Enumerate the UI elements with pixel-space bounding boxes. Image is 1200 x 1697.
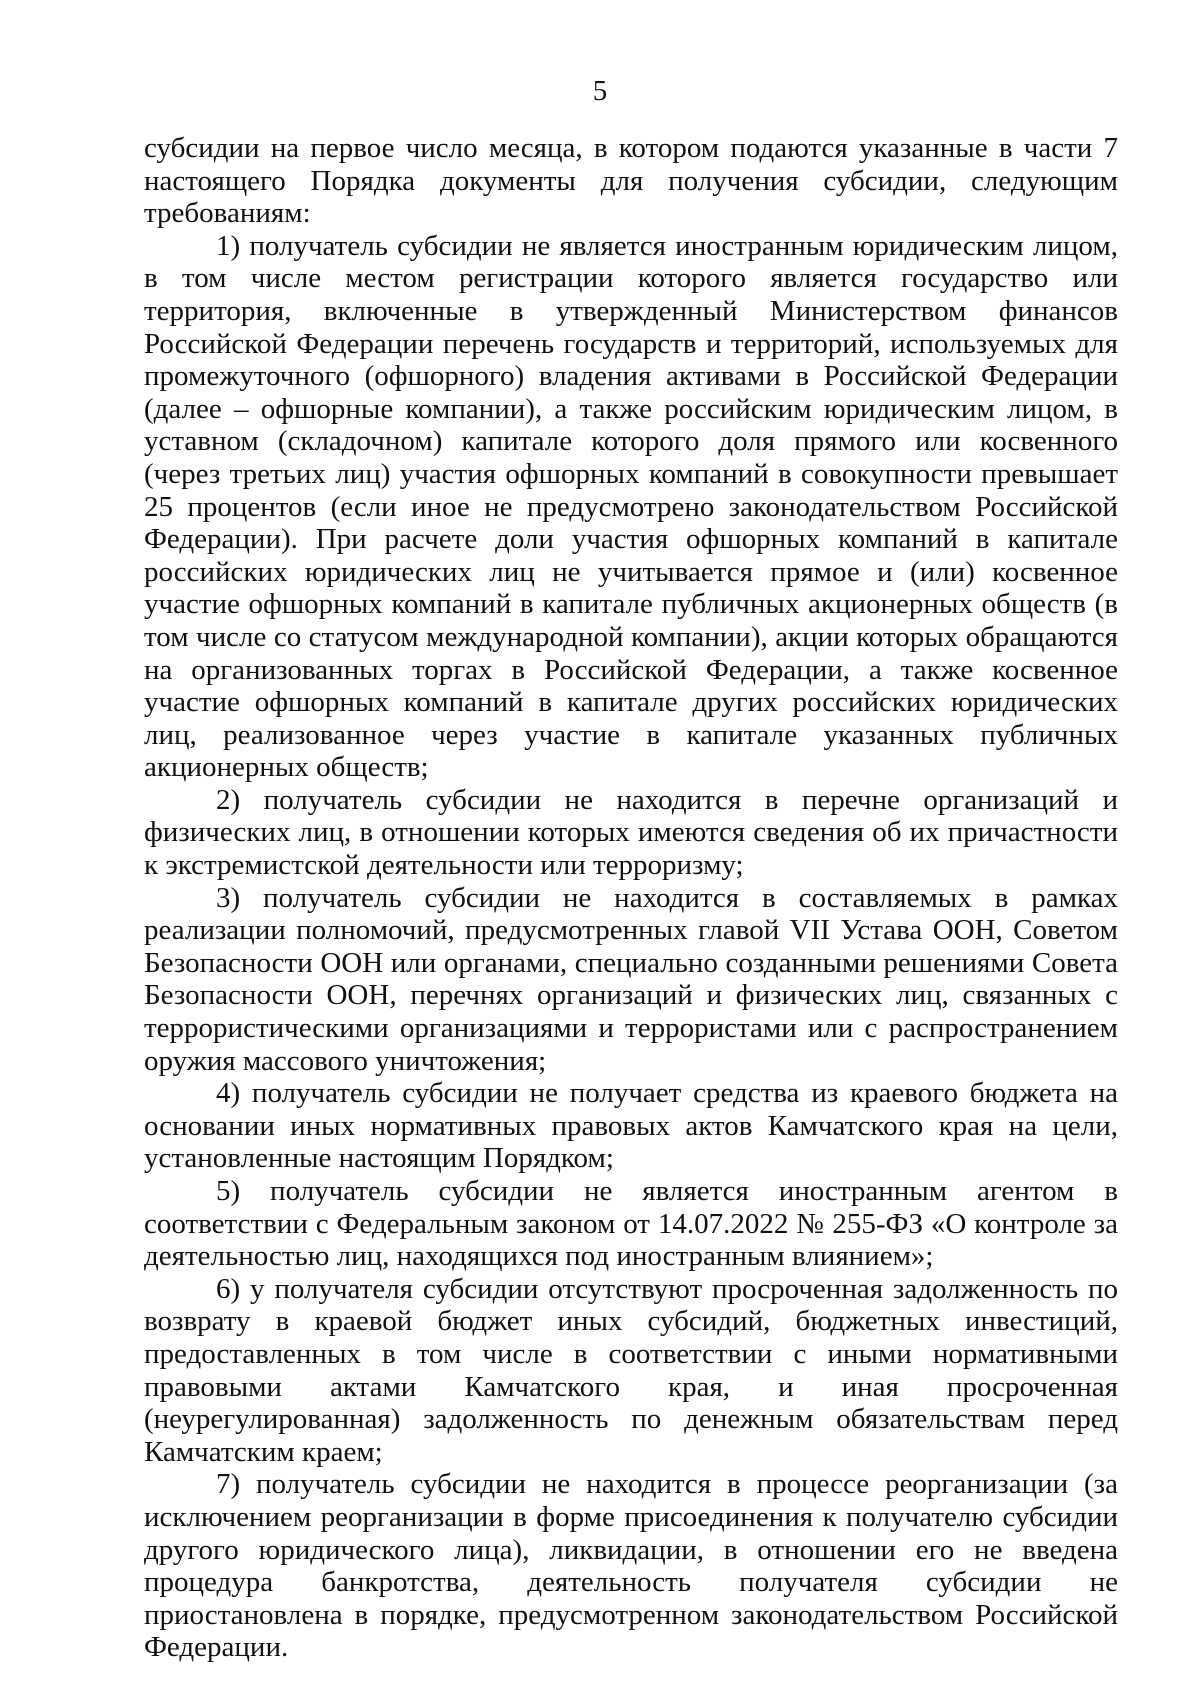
paragraph-intro-continuation: субсидии на первое число месяца, в котором подаются указанные в части 7 настоящего Порядка документы для получения субсидии, следующим требованиям:: [144, 132, 1118, 230]
paragraph-requirement-3: 3) получатель субсидии не находится в составляемых в рамках реализации полномочий, предусмотренных главой VII Устава ООН, Советом Безопасности ООН или органами, специально созданными решениями Совета Безопасности ООН, перечнях организаций и физических лиц, связанных с террористическими организациями и террористами или с распространением оружия массового уничтожения;: [144, 881, 1118, 1077]
paragraph-requirement-7: 7) получатель субсидии не находится в процессе реорганизации (за исключением реорганизации в форме присоединения к получателю субсидии другого юридического лица), ликвидации, в отношении его не введена процедура банкротства, деятельность получателя субсидии не приостановлена в порядке, предусмотренном законодательством Российской Федерации.: [144, 1468, 1118, 1664]
paragraph-requirement-4: 4) получатель субсидии не получает средства из краевого бюджета на основании иных нормативных правовых актов Камчатского края на цели, установленные настоящим Порядком;: [144, 1077, 1118, 1175]
paragraph-requirement-5: 5) получатель субсидии не является иностранным агентом в соответствии с Федеральным законом от 14.07.2022 № 255-ФЗ «О контроле за деятельностью лиц, находящихся под иностранным влиянием»;: [144, 1175, 1118, 1273]
paragraph-requirement-2: 2) получатель субсидии не находится в перечне организаций и физических лиц, в отношении которых имеются сведения об их причастности к экстремистской деятельности или терроризму;: [144, 783, 1118, 882]
document-body: [144, 132, 1118, 1664]
paragraph-requirement-1: 1) получатель субсидии не является иностранным юридическим лицом, в том числе местом регистрации которого является государство или территория, включенные в утвержденный Министерством финансов Российской Федерации перечень государств и территорий, используемых для промежуточного (офшорного) владения активами в Российской Федерации (далее – офшорные компании), а также российским юридическим лицом, в уставном (складочном) капитале которого доля прямого или косвенного (через третьих лиц) участия офшорных компаний в совокупности превышает 25 процентов (если иное не предусмотрено законодательством Российской Федерации). При расчете доли участия офшорных компаний в капитале российских юридических лиц не учитывается прямое и (или) косвенное участие офшорных компаний в капитале публичных акционерных обществ (в том числе со статусом международной компании), акции которых обращаются на организованных торгах в Российской Федерации, а также косвенное участие офшорных компаний в капитале других российских юридических лиц, реализованное через участие в капитале указанных публичных акционерных обществ;: [144, 229, 1118, 784]
paragraph-requirement-6: 6) у получателя субсидии отсутствуют просроченная задолженность по возврату в краевой бюджет иных субсидий, бюджетных инвестиций, предоставленных в том числе в соответствии с иными нормативными правовыми актами Камчатского края, и иная просроченная (неурегулированная) задолженность по денежным обязательствам перед Камчатским краем;: [144, 1272, 1118, 1468]
page-number: 5: [592, 75, 608, 107]
